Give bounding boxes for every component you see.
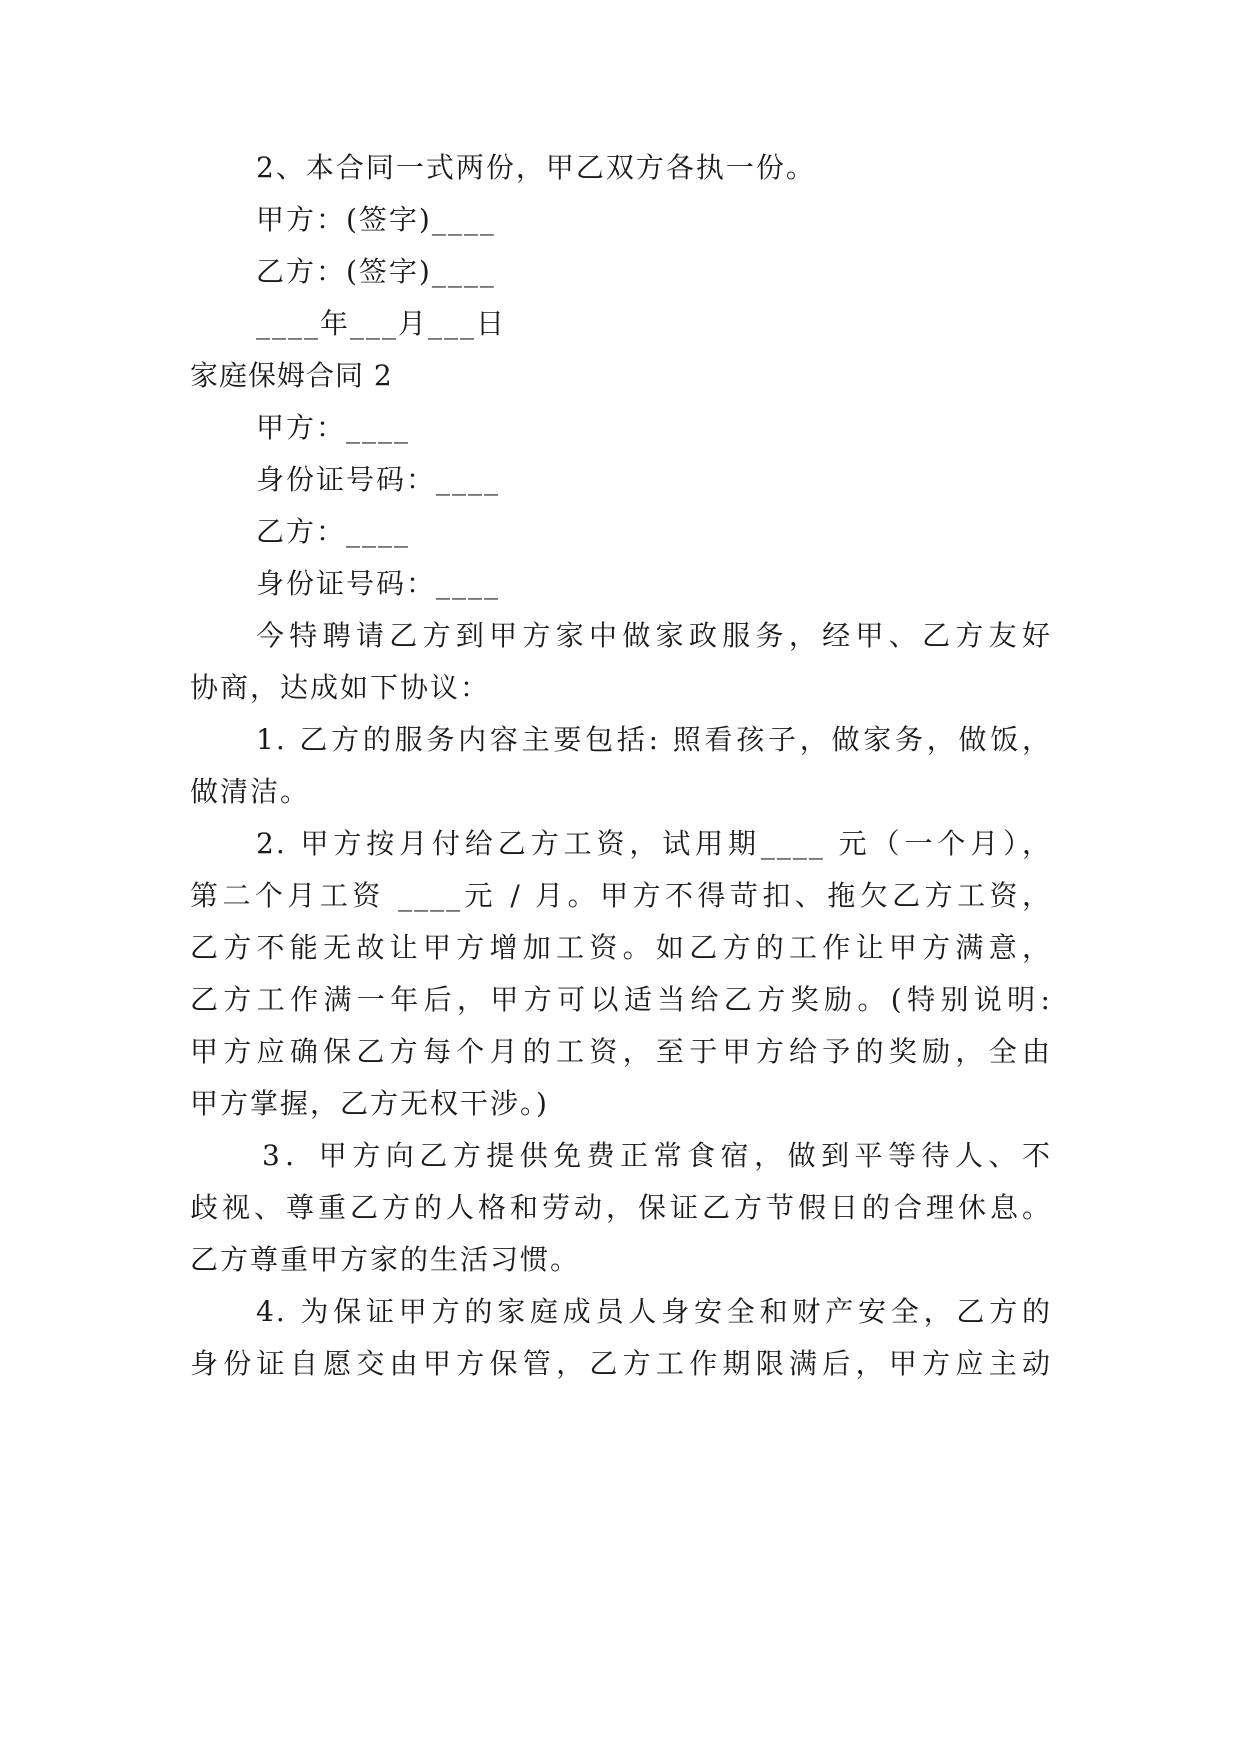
item-4-line-1: 4. 为保证甲方的家庭成员人身安全和财产安全，乙方的 — [256, 1295, 1052, 1328]
item-2-line-5: 甲方应确保乙方每个月的工资，至于甲方给予的奖励，全由 — [190, 1035, 1052, 1068]
intro-line-1: 今特聘请乙方到甲方家中做家政服务，经甲、乙方友好 — [256, 619, 1052, 652]
item-2-line-3: 乙方不能无故让甲方增加工资。如乙方的工作让甲方满意， — [190, 931, 1052, 964]
contract-title: 家庭保姆合同 2 — [190, 359, 393, 392]
item-3-line-3: 乙方尊重甲方家的生活习惯。 — [190, 1243, 581, 1276]
party-a-line: 甲方：____ — [256, 411, 411, 444]
clause-2-copies: 2、本合同一式两份，甲乙双方各执一份。 — [256, 151, 816, 184]
party-a-signature-line: 甲方：(签字)____ — [256, 203, 496, 236]
item-2-line-6: 甲方掌握，乙方无权干涉。) — [190, 1087, 549, 1120]
party-a-id-line: 身份证号码：____ — [256, 463, 501, 496]
party-b-line: 乙方：____ — [256, 515, 411, 548]
item-3-line-1: 3．甲方向乙方提供免费正常食宿，做到平等待人、不 — [262, 1139, 1052, 1172]
item-1-line-1: 1. 乙方的服务内容主要包括: 照看孩子，做家务，做饭， — [256, 723, 1052, 756]
item-2-line-4: 乙方工作满一年后，甲方可以适当给乙方奖励。(特别说明: — [190, 983, 1052, 1016]
item-2-line-2: 第二个月工资 ____元 / 月。甲方不得苛扣、拖欠乙方工资， — [190, 879, 1052, 912]
item-1-line-2: 做清洁。 — [190, 775, 311, 808]
item-4-line-2: 身份证自愿交由甲方保管，乙方工作期限满后，甲方应主动 — [190, 1347, 1052, 1380]
item-3-line-2: 歧视、尊重乙方的人格和劳动，保证乙方节假日的合理休息。 — [190, 1191, 1052, 1224]
date-line: ____年___月___日 — [256, 307, 507, 340]
party-b-id-line: 身份证号码：____ — [256, 567, 501, 600]
intro-line-2: 协商，达成如下协议： — [190, 671, 491, 704]
party-b-signature-line: 乙方：(签字)____ — [256, 255, 496, 288]
item-2-line-1: 2. 甲方按月付给乙方工资，试用期____ 元（一个月）， — [256, 827, 1052, 860]
